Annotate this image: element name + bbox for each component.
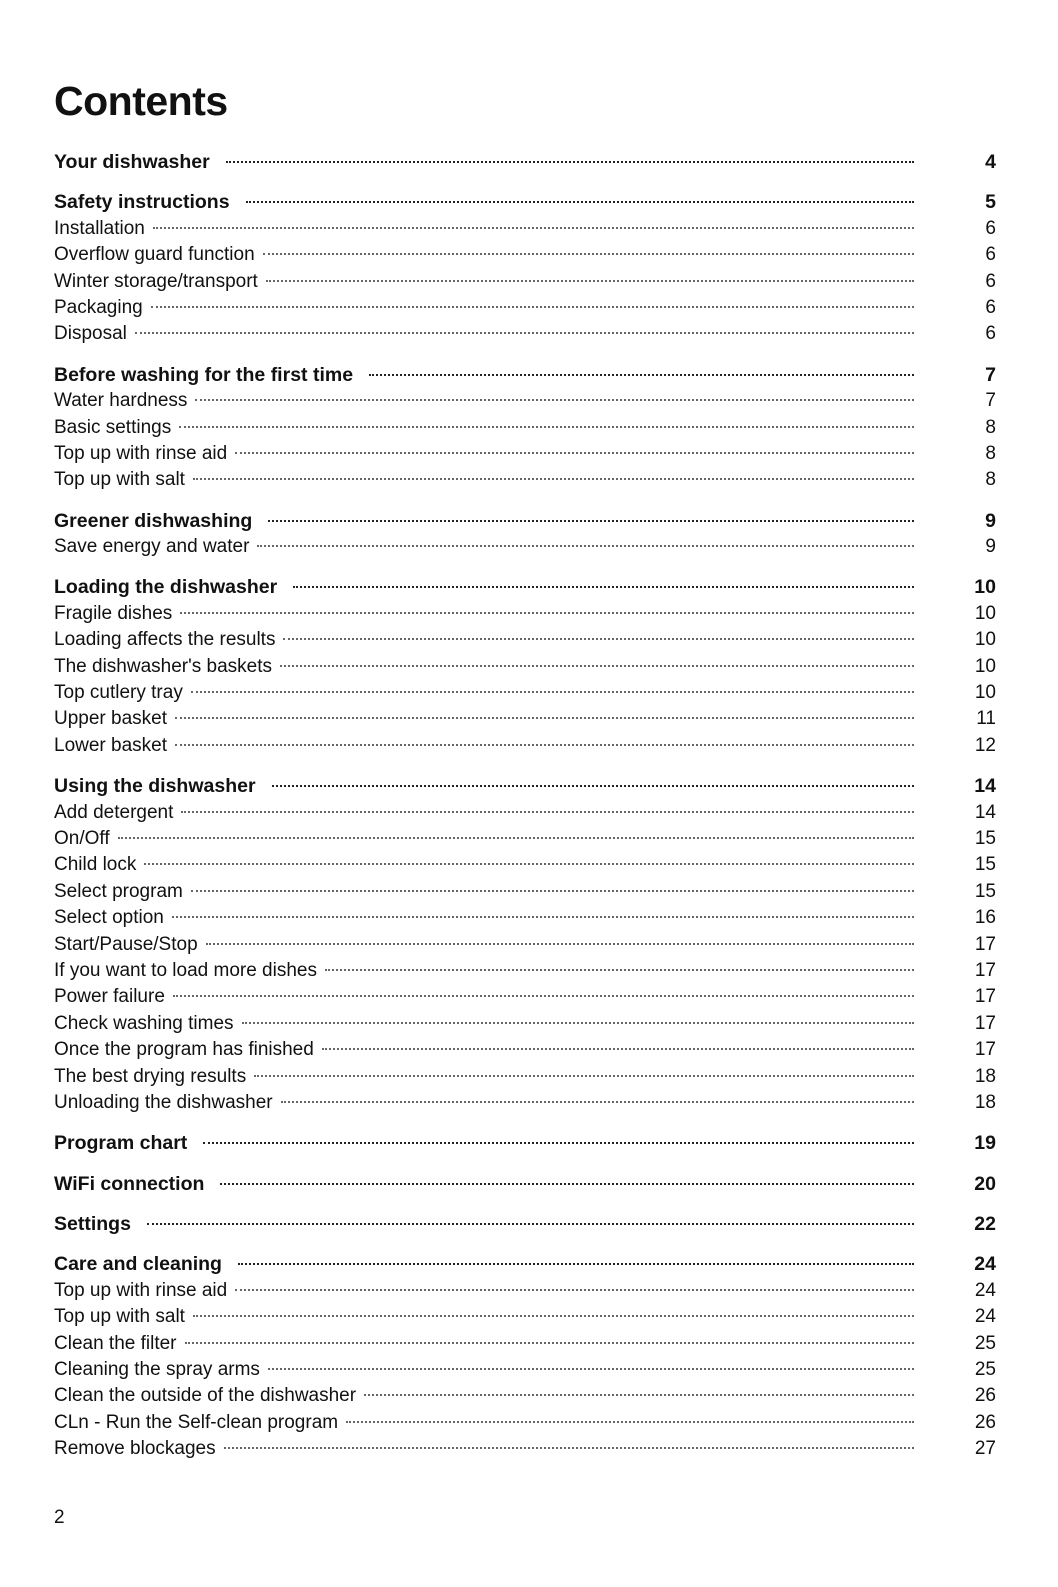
dot-leader [268,1368,914,1370]
toc-heading-safety-instructions[interactable] [54,189,996,215]
toc-page-number: 10 [974,576,996,599]
dot-leader [181,811,914,813]
toc-page-number: 16 [974,907,996,929]
dot-leader [175,717,914,719]
toc-heading-label: WiFi connection [54,1172,205,1195]
toc-page-number: 18 [974,1091,996,1113]
dot-leader [153,227,914,229]
page-number: 2 [54,1507,65,1528]
dot-leader [263,253,914,255]
toc-heading-label: Safety instructions [54,191,230,214]
toc-entry-start-pause-stop[interactable] [54,932,996,958]
toc-entry-label: Upper basket [54,708,168,730]
toc-entry-label: Cleaning the spray arms [54,1359,260,1381]
toc-section [54,508,996,561]
toc-entry-label: Check washing times [54,1012,234,1034]
toc-entry-on-off[interactable] [54,826,996,852]
dot-leader [283,638,914,640]
dot-leader [191,890,914,892]
dot-leader [346,1421,914,1423]
toc-entry-label: Select option [54,907,164,929]
toc-entry-label: Top up with rinse aid [54,1279,228,1301]
toc-page-number: 27 [974,1438,996,1460]
toc-page-number: 18 [974,1065,996,1087]
toc-page-number: 10 [974,602,996,624]
dot-leader [203,1142,914,1144]
toc-entry-check-washing-times[interactable] [54,1011,996,1037]
dot-leader [224,1447,914,1449]
toc-page-number: 6 [985,244,996,266]
toc-entry-fragile-dishes[interactable] [54,601,996,627]
toc-heading-label: Loading the dishwasher [54,576,278,599]
toc-page-number: 26 [974,1385,996,1407]
toc-entry-label: CLn - Run the Self-clean program [54,1411,339,1433]
toc-page-number: 19 [974,1132,996,1155]
toc-entry-label: The best drying results [54,1065,247,1087]
dot-leader [322,1048,914,1050]
toc-entry-remove-blockages[interactable] [54,1436,996,1462]
dot-leader [118,837,914,839]
toc-entry-power-failure[interactable] [54,984,996,1010]
toc-entry-unloading-the-dishwasher[interactable] [54,1090,996,1116]
dot-leader [235,452,914,454]
dot-leader [246,201,914,203]
toc-entry-label: Top up with rinse aid [54,442,228,464]
dot-leader [147,1223,914,1225]
toc-entry-the-dishwasher-s-baskets[interactable] [54,654,996,680]
toc-page-number: 12 [974,734,996,756]
toc-heading-label: Program chart [54,1132,188,1155]
toc-page-number: 17 [974,986,996,1008]
page-title: Contents [54,78,228,124]
toc-page-number: 10 [974,682,996,704]
toc-heading-care-and-cleaning[interactable] [54,1251,996,1277]
toc-entry-basic-settings[interactable] [54,415,996,441]
dot-leader [369,374,914,376]
toc-entry-label: Start/Pause/Stop [54,933,198,955]
dot-leader [257,545,914,547]
toc-entry-label: Unloading the dishwasher [54,1091,273,1113]
dot-leader [238,1263,914,1265]
toc-section [54,149,996,175]
dot-leader [172,916,914,918]
toc-page-number: 7 [985,363,996,386]
toc-entry-top-up-with-rinse-aid[interactable] [54,1278,996,1304]
toc-heading-greener-dishwashing[interactable] [54,508,996,534]
dot-leader [242,1022,914,1024]
toc-entry-label: On/Off [54,827,110,849]
toc-entry-select-option[interactable] [54,905,996,931]
toc-entry-label: Overflow guard function [54,244,255,266]
toc-entry-once-the-program-has-finished[interactable] [54,1037,996,1063]
toc-entry-label: Once the program has finished [54,1039,314,1061]
toc-entry-label: Remove blockages [54,1438,216,1460]
toc-heading-your-dishwasher[interactable] [54,149,996,175]
toc-heading-label: Settings [54,1213,131,1236]
toc-entry-cln-run-the-self-clean-program[interactable] [54,1410,996,1436]
toc-page-number: 14 [974,775,996,798]
toc-entry-label: Select program [54,880,183,902]
toc-page-number: 8 [985,442,996,464]
toc-entry-loading-affects-the-results[interactable] [54,627,996,653]
toc-heading-label: Your dishwasher [54,151,210,173]
toc-heading-wifi-connection[interactable] [54,1171,996,1197]
toc-page-number: 9 [985,509,996,532]
toc-page-number: 17 [974,933,996,955]
toc-section [54,1251,996,1462]
dot-leader [180,612,914,614]
toc-entry-water-hardness[interactable] [54,388,996,414]
toc-entry-label: Water hardness [54,390,188,412]
toc-entry-overflow-guard-function[interactable] [54,242,996,268]
toc-page-number: 4 [985,151,996,173]
toc-page-number: 15 [974,827,996,849]
toc-entry-label: Basic settings [54,416,172,438]
dot-leader [206,943,914,945]
toc-page-number: 14 [974,801,996,823]
toc-entry-disposal[interactable] [54,321,996,347]
dot-leader [280,665,914,667]
toc-page-number: 6 [985,217,996,239]
toc-section [54,1171,996,1197]
toc-page-number: 10 [974,629,996,651]
toc-page-number: 17 [974,1012,996,1034]
toc-entry-label: Add detergent [54,801,174,823]
toc-page-number: 24 [974,1306,996,1328]
toc-entry-label: Clean the filter [54,1332,177,1354]
toc-page-number: 15 [974,854,996,876]
toc-page-number: 11 [976,708,996,730]
toc-entry-save-energy-and-water[interactable] [54,534,996,560]
dot-leader [266,280,914,282]
toc-heading-label: Before washing for the first time [54,363,354,386]
toc-page-number: 17 [974,959,996,981]
dot-leader [173,995,914,997]
toc-entry-label: Top up with salt [54,1306,185,1328]
toc-entry-label: Lower basket [54,734,168,756]
toc-entry-label: Winter storage/transport [54,270,258,292]
toc-page-number: 15 [974,880,996,902]
toc-entry-clean-the-filter[interactable] [54,1331,996,1357]
dot-leader [185,1342,914,1344]
toc-entry-label: If you want to load more dishes [54,959,317,981]
toc-entry-select-program[interactable] [54,879,996,905]
toc-page-number: 6 [985,323,996,345]
toc-page-number: 5 [985,191,996,214]
dot-leader [191,691,914,693]
toc-section [54,773,996,1116]
toc-section [54,1211,996,1237]
toc-entry-label: Power failure [54,986,165,1008]
toc-heading-label: Greener dishwashing [54,509,253,532]
toc-entry-label: Fragile dishes [54,602,173,624]
dot-leader [364,1394,914,1396]
toc-entry-label: Loading affects the results [54,629,276,651]
toc-page-number: 6 [985,270,996,292]
dot-leader [254,1075,914,1077]
dot-leader [193,478,914,480]
toc-section [54,1130,996,1156]
toc-entry-label: Packaging [54,296,143,318]
toc-page-number: 10 [974,655,996,677]
toc-entry-top-up-with-salt[interactable] [54,467,996,493]
dot-leader [220,1183,914,1185]
toc-entry-the-best-drying-results[interactable] [54,1064,996,1090]
dot-leader [135,332,914,334]
toc-page-number: 8 [985,469,996,491]
toc-page-number: 9 [985,536,996,558]
dot-leader [175,744,914,746]
dot-leader [151,306,914,308]
toc-page-number: 17 [974,1039,996,1061]
dot-leader [293,586,914,588]
dot-leader [193,1315,914,1317]
toc-entry-label: Save energy and water [54,536,250,558]
toc-entry-upper-basket[interactable] [54,706,996,732]
toc-entry-label: Top up with salt [54,469,185,491]
toc-heading-before-washing-for-the-first-time[interactable] [54,362,996,388]
toc-page-number: 24 [974,1279,996,1301]
dot-leader [268,520,914,522]
toc-heading-program-chart[interactable] [54,1130,996,1156]
toc-heading-label: Care and cleaning [54,1253,222,1276]
table-of-contents [54,149,996,1477]
toc-entry-cleaning-the-spray-arms[interactable] [54,1357,996,1383]
dot-leader [272,785,914,787]
toc-entry-add-detergent[interactable] [54,800,996,826]
toc-entry-winter-storage-transport[interactable] [54,269,996,295]
toc-heading-using-the-dishwasher[interactable] [54,773,996,799]
toc-entry-label: Disposal [54,323,127,345]
toc-page-number: 22 [974,1213,996,1236]
toc-entry-label: Top cutlery tray [54,682,183,704]
toc-section [54,362,996,494]
toc-entry-clean-the-outside-of-the-dishwasher[interactable] [54,1383,996,1409]
toc-entry-top-cutlery-tray[interactable] [54,680,996,706]
toc-page-number: 8 [985,416,996,438]
toc-page-number: 6 [985,296,996,318]
dot-leader [144,863,914,865]
toc-page-number: 24 [974,1253,996,1276]
toc-entry-label: Child lock [54,854,137,876]
dot-leader [179,426,914,428]
toc-entry-label: The dishwasher's baskets [54,655,273,677]
toc-entry-if-you-want-to-load-more-dishes[interactable] [54,958,996,984]
toc-heading-settings[interactable] [54,1211,996,1237]
dot-leader [195,399,914,401]
toc-heading-loading-the-dishwasher[interactable] [54,574,996,600]
toc-entry-packaging[interactable] [54,295,996,321]
toc-entry-top-up-with-rinse-aid[interactable] [54,441,996,467]
dot-leader [235,1289,914,1291]
toc-page-number: 25 [974,1359,996,1381]
toc-section [54,574,996,759]
toc-entry-installation[interactable] [54,216,996,242]
toc-entry-top-up-with-salt[interactable] [54,1304,996,1330]
toc-entry-child-lock[interactable] [54,852,996,878]
toc-page-number: 7 [985,390,996,412]
toc-entry-lower-basket[interactable] [54,733,996,759]
toc-page-number: 25 [974,1332,996,1354]
dot-leader [281,1101,914,1103]
toc-entry-label: Clean the outside of the dishwasher [54,1385,357,1407]
toc-page-number: 20 [974,1172,996,1195]
toc-page-number: 26 [974,1411,996,1433]
dot-leader [325,969,914,971]
toc-heading-label: Using the dishwasher [54,775,256,798]
dot-leader [226,161,914,163]
toc-entry-label: Installation [54,217,145,239]
toc-section [54,189,996,347]
